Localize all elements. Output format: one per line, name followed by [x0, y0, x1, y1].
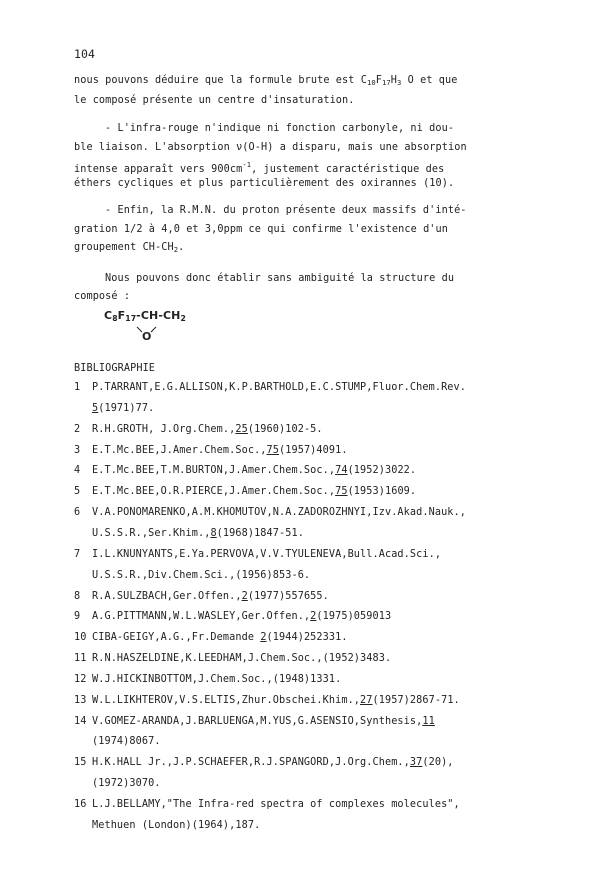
- body-text-line: gration 1/2 à 4,0 et 3,0ppm ce qui confirme l'existence d'un: [74, 224, 449, 235]
- reference-text: V.A.PONOMARENKO,A.M.KHOMUTOV,N.A.ZADOROZHNYI,Izv.Akad.Nauk.,: [92, 507, 467, 519]
- reference-text: U.S.S.R.,Ser.Khim.,8(1968)1847-51.: [92, 527, 304, 539]
- reference-number: 12: [74, 673, 87, 685]
- body-text-line: - L'infra-rouge n'indique ni fonction carbonyle, ni dou-: [105, 123, 455, 134]
- reference-text: P.TARRANT,E.G.ALLISON,K.P.BARTHOLD,E.C.STUMP,Fluor.Chem.Rev.: [92, 382, 467, 393]
- reference-text: E.T.Mc.BEE,T.M.BURTON,J.Amer.Chem.Soc.,74(1952)3022.: [92, 465, 417, 477]
- reference-number: 15: [74, 757, 87, 769]
- reference-number: 9: [74, 611, 81, 623]
- reference-text: R.N.HASZELDINE,K.LEEDHAM,J.Chem.Soc.,(1952)3483.: [92, 653, 392, 665]
- reference-number: 10: [74, 632, 87, 644]
- reference-text: E.T.Mc.BEE,J.Amer.Chem.Soc.,75(1957)4091.: [92, 444, 348, 456]
- reference-text: (1974)8067.: [92, 736, 161, 748]
- oxygen-atom: O: [142, 330, 152, 343]
- body-text-line: composé :: [74, 291, 131, 302]
- reference-number: 8: [74, 590, 81, 602]
- reference-number: 16: [74, 799, 87, 810]
- page-number: 104: [74, 47, 96, 61]
- reference-text: R.H.GROTH, J.Org.Chem.,25(1960)102-5.: [92, 423, 323, 435]
- reference-text: 5(1971)77.: [92, 402, 155, 414]
- reference-text: W.J.HICKINBOTTOM,J.Chem.Soc.,(1948)1331.: [92, 673, 342, 685]
- reference-text: R.A.SULZBACH,Ger.Offen.,2(1977)557655.: [92, 590, 329, 602]
- reference-text: V.GOMEZ-ARANDA,J.BARLUENGA,M.YUS,G.ASENSIO,Synthesis,11: [92, 715, 435, 727]
- body-text-line: intense apparaît vers $900cm^{-1}$, justement caractéristique des: [74, 160, 445, 175]
- bibliography-heading: BIBLIOGRAPHIE: [74, 363, 156, 374]
- reference-number: 6: [74, 507, 81, 519]
- reference-text: E.T.Mc.BEE,O.R.PIERCE,J.Amer.Chem.Soc.,75(1953)1609.: [92, 486, 417, 498]
- reference-number: 13: [74, 694, 87, 706]
- structural-formula: $C_8F_{17}-CH-CH_2$: [104, 309, 186, 323]
- reference-number: 1: [74, 382, 81, 393]
- reference-number: 5: [74, 486, 81, 498]
- reference-number: 14: [74, 715, 87, 727]
- reference-text: Methuen (London)(1964),187.: [92, 819, 261, 831]
- reference-number: 11: [74, 653, 87, 665]
- body-text-line: ble liaison. L'absorption ν(O-H) a disparu, mais une absorption: [74, 142, 467, 153]
- reference-text: I.L.KNUNYANTS,E.Ya.PERVOVA,V.V.TYULENEVA,Bull.Acad.Sci.,: [92, 548, 442, 560]
- body-text-line: le composé présente un centre d'insaturation.: [74, 95, 355, 106]
- reference-text: H.K.HALL Jr.,J.P.SCHAEFER,R.J.SPANGORD,J.Org.Chem.,37(20),: [92, 757, 454, 769]
- body-text-line: Nous pouvons donc établir sans ambiguité la structure du: [105, 273, 455, 284]
- body-text-line: - Enfin, la R.M.N. du proton présente deux massifs d'inté-: [105, 205, 467, 216]
- reference-text: L.J.BELLAMY,"The Infra-red spectra of complexes molecules",: [92, 799, 460, 810]
- reference-number: 7: [74, 548, 81, 560]
- epoxide-bond-right: [151, 327, 157, 333]
- reference-number: 3: [74, 444, 81, 456]
- reference-text: W.L.LIKHTEROV,V.S.ELTIS,Zhur.Obschei.Khim.,27(1957)2867-71.: [92, 694, 460, 706]
- reference-text: U.S.S.R.,Div.Chem.Sci.,(1956)853-6.: [92, 569, 311, 581]
- body-text-line: nous pouvons déduire que la formule brute est $C_{10}F_{17}H_3$ O et que: [74, 75, 458, 87]
- body-text-line: groupement $CH-CH_2$.: [74, 242, 185, 254]
- reference-number: 2: [74, 423, 81, 435]
- reference-number: 4: [74, 465, 81, 477]
- body-text-line: éthers cycliques et plus particulièrement des oxirannes (10).: [74, 178, 455, 189]
- reference-text: (1972)3070.: [92, 778, 161, 790]
- reference-text: A.G.PITTMANN,W.L.WASLEY,Ger.Offen.,2(1975)059013: [92, 611, 392, 623]
- reference-text: CIBA-GEIGY,A.G.,Fr.Demande 2(1944)252331.: [92, 632, 348, 644]
